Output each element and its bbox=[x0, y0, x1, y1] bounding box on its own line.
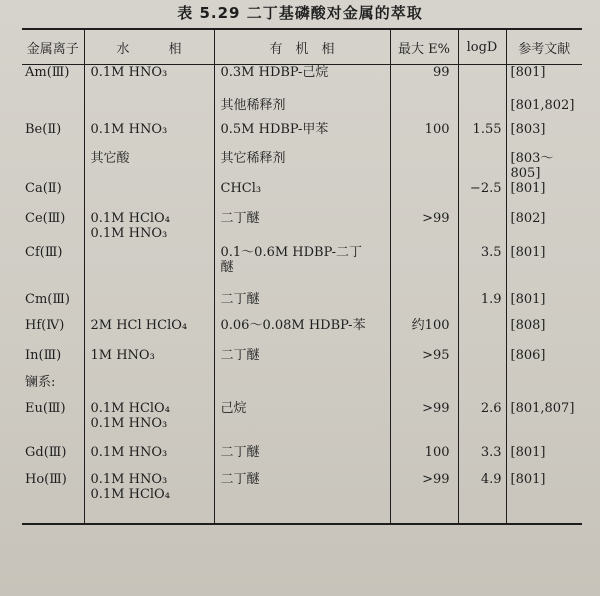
organic-phase-cell-line: 0.1～0.6M HDBP-二丁 bbox=[220, 244, 363, 260]
organic-phase-cell bbox=[214, 472, 390, 524]
logd-cell: −2.5 bbox=[458, 181, 506, 211]
reference-cell: [801] bbox=[506, 181, 582, 211]
aqueous-phase-cell bbox=[84, 445, 214, 472]
metal-ion-cell: 镧系: bbox=[25, 374, 56, 390]
organic-phase-cell bbox=[214, 245, 390, 292]
table-title: 表 5.29 二丁基磷酸对金属的萃取 bbox=[177, 4, 423, 22]
header-max-e: 最大 E% bbox=[390, 29, 458, 65]
organic-phase-cell bbox=[214, 181, 390, 211]
organic-phase-cell-line: 二丁醚 bbox=[220, 347, 260, 363]
table-row bbox=[22, 122, 582, 151]
reference-cell: [801,807] bbox=[506, 401, 582, 445]
max-e-cell: >95 bbox=[390, 348, 458, 375]
aqueous-phase-cell-line: 0.1M HNO₃ bbox=[90, 444, 168, 460]
max-e-cell: 99 bbox=[390, 65, 458, 98]
max-e-cell bbox=[390, 151, 458, 181]
aqueous-phase-cell-line: 其它酸 bbox=[90, 150, 130, 166]
aqueous-phase-cell bbox=[84, 211, 214, 245]
table-row bbox=[22, 445, 582, 472]
table-row bbox=[22, 472, 582, 524]
max-e-cell: 100 bbox=[390, 445, 458, 472]
aqueous-phase-cell-line: 1M HNO₃ bbox=[90, 347, 155, 363]
organic-phase-cell bbox=[214, 211, 390, 245]
aqueous-phase-cell-line: 0.1M HNO₃ bbox=[90, 121, 168, 137]
aqueous-phase-cell-line: 0.1M HNO₃ bbox=[90, 471, 168, 487]
organic-phase-cell-line: 0.06～0.08M HDBP-苯 bbox=[220, 317, 366, 333]
max-e-cell: >99 bbox=[390, 211, 458, 245]
extraction-table bbox=[22, 28, 582, 525]
table-row bbox=[22, 65, 582, 98]
reference-cell: [803～805] bbox=[506, 151, 582, 181]
aqueous-phase-cell bbox=[84, 122, 214, 151]
organic-phase-cell-line: 二丁醚 bbox=[220, 471, 260, 487]
organic-phase-cell-line: 醚 bbox=[220, 259, 234, 275]
reference-cell: [801] bbox=[506, 245, 582, 292]
reference-cell: [808] bbox=[506, 318, 582, 348]
aqueous-phase-cell-line: 0.1M HClO₄ bbox=[90, 486, 170, 502]
aqueous-phase-cell bbox=[84, 375, 214, 401]
aqueous-phase-cell-line: 0.1M HClO₄ bbox=[90, 400, 170, 416]
table-row bbox=[22, 401, 582, 445]
aqueous-phase-cell-line: 2M HCl HClO₄ bbox=[90, 317, 188, 333]
reference-cell: [801,802] bbox=[506, 98, 582, 122]
organic-phase-cell-line: 其他稀释剂 bbox=[220, 97, 286, 113]
metal-ion-cell: Be(Ⅱ) bbox=[25, 121, 62, 137]
organic-phase-cell-line: CHCl₃ bbox=[220, 180, 262, 196]
max-e-cell bbox=[390, 98, 458, 122]
metal-ion-cell: Hf(Ⅳ) bbox=[25, 317, 65, 333]
aqueous-phase-cell bbox=[84, 292, 214, 318]
logd-cell bbox=[458, 65, 506, 98]
organic-phase-cell bbox=[214, 445, 390, 472]
header-row bbox=[22, 29, 582, 65]
organic-phase-cell bbox=[214, 151, 390, 181]
header-reference: 参考文献 bbox=[506, 29, 582, 65]
header-logd: logD bbox=[458, 29, 506, 65]
aqueous-phase-cell-line: 0.1M HNO₃ bbox=[90, 65, 168, 80]
max-e-cell bbox=[390, 181, 458, 211]
table-row bbox=[22, 181, 582, 211]
metal-ion-cell bbox=[22, 98, 84, 122]
reference-cell: [803] bbox=[506, 122, 582, 151]
metal-ion-cell: Am(Ⅲ) bbox=[25, 65, 70, 80]
organic-phase-cell-line: 二丁醚 bbox=[220, 444, 260, 460]
aqueous-phase-cell bbox=[84, 98, 214, 122]
header-metal-ion: 金属离子 bbox=[22, 29, 84, 65]
reference-cell: [802] bbox=[506, 211, 582, 245]
aqueous-phase-cell-line: 0.1M HNO₃ bbox=[90, 225, 168, 241]
logd-cell bbox=[458, 98, 506, 122]
organic-phase-cell-line: 二丁醚 bbox=[220, 291, 260, 307]
aqueous-phase-cell bbox=[84, 65, 214, 98]
table-row bbox=[22, 98, 582, 122]
metal-ion-cell: Ca(Ⅱ) bbox=[25, 180, 62, 196]
metal-ion-cell: Ce(Ⅲ) bbox=[25, 210, 66, 226]
max-e-cell bbox=[390, 375, 458, 401]
aqueous-phase-cell-line: 0.1M HNO₃ bbox=[90, 415, 168, 431]
aqueous-phase-cell bbox=[84, 245, 214, 292]
metal-ion-cell: In(Ⅲ) bbox=[25, 347, 62, 363]
metal-ion-cell: Eu(Ⅲ) bbox=[25, 400, 66, 416]
organic-phase-cell bbox=[214, 375, 390, 401]
reference-cell bbox=[506, 375, 582, 401]
reference-cell: [801] bbox=[506, 445, 582, 472]
logd-cell: 3.3 bbox=[458, 445, 506, 472]
aqueous-phase-cell bbox=[84, 318, 214, 348]
logd-cell bbox=[458, 375, 506, 401]
aqueous-phase-cell-line: 0.1M HClO₄ bbox=[90, 210, 170, 226]
reference-cell: [801] bbox=[506, 292, 582, 318]
reference-cell: [806] bbox=[506, 348, 582, 375]
table-row bbox=[22, 318, 582, 348]
logd-cell bbox=[458, 151, 506, 181]
table-row bbox=[22, 375, 582, 401]
aqueous-phase-cell bbox=[84, 472, 214, 524]
organic-phase-cell bbox=[214, 65, 390, 98]
header-aqueous-phase: 水 相 bbox=[84, 29, 214, 65]
reference-cell: [801] bbox=[506, 65, 582, 98]
organic-phase-cell-line: 0.5M HDBP-甲苯 bbox=[220, 121, 329, 137]
organic-phase-cell bbox=[214, 348, 390, 375]
max-e-cell: >99 bbox=[390, 401, 458, 445]
metal-ion-cell: Cm(Ⅲ) bbox=[25, 291, 70, 307]
logd-cell: 1.9 bbox=[458, 292, 506, 318]
table-row bbox=[22, 211, 582, 245]
max-e-cell: 100 bbox=[390, 122, 458, 151]
logd-cell: 4.9 bbox=[458, 472, 506, 524]
aqueous-phase-cell bbox=[84, 151, 214, 181]
max-e-cell: >99 bbox=[390, 472, 458, 524]
organic-phase-cell bbox=[214, 292, 390, 318]
organic-phase-cell bbox=[214, 401, 390, 445]
max-e-cell bbox=[390, 292, 458, 318]
metal-ion-cell: Gd(Ⅲ) bbox=[25, 444, 67, 460]
organic-phase-cell bbox=[214, 98, 390, 122]
metal-ion-cell: Ho(Ⅲ) bbox=[22, 472, 84, 524]
organic-phase-cell-line: 二丁醚 bbox=[220, 210, 260, 226]
logd-cell bbox=[458, 318, 506, 348]
organic-phase-cell-line: 0.3M HDBP-己烷 bbox=[220, 65, 329, 80]
table-row bbox=[22, 292, 582, 318]
table-row bbox=[22, 348, 582, 375]
table-body bbox=[22, 65, 582, 524]
reference-cell: [801] bbox=[506, 472, 582, 524]
organic-phase-cell bbox=[214, 318, 390, 348]
logd-cell: 2.6 bbox=[458, 401, 506, 445]
aqueous-phase-cell bbox=[84, 181, 214, 211]
organic-phase-cell-line: 其它稀释剂 bbox=[220, 150, 286, 166]
aqueous-phase-cell bbox=[84, 401, 214, 445]
logd-cell: 3.5 bbox=[458, 245, 506, 292]
header-organic-phase: 有 机 相 bbox=[214, 29, 390, 65]
table-row bbox=[22, 151, 582, 181]
max-e-cell bbox=[390, 245, 458, 292]
metal-ion-cell: Cf(Ⅲ) bbox=[25, 244, 63, 260]
organic-phase-cell bbox=[214, 122, 390, 151]
organic-phase-cell-line: 己烷 bbox=[220, 400, 247, 416]
aqueous-phase-cell bbox=[84, 348, 214, 375]
logd-cell bbox=[458, 348, 506, 375]
metal-ion-cell bbox=[22, 151, 84, 181]
max-e-cell: 约100 bbox=[390, 318, 458, 348]
table-row bbox=[22, 245, 582, 292]
logd-cell bbox=[458, 211, 506, 245]
logd-cell: 1.55 bbox=[458, 122, 506, 151]
